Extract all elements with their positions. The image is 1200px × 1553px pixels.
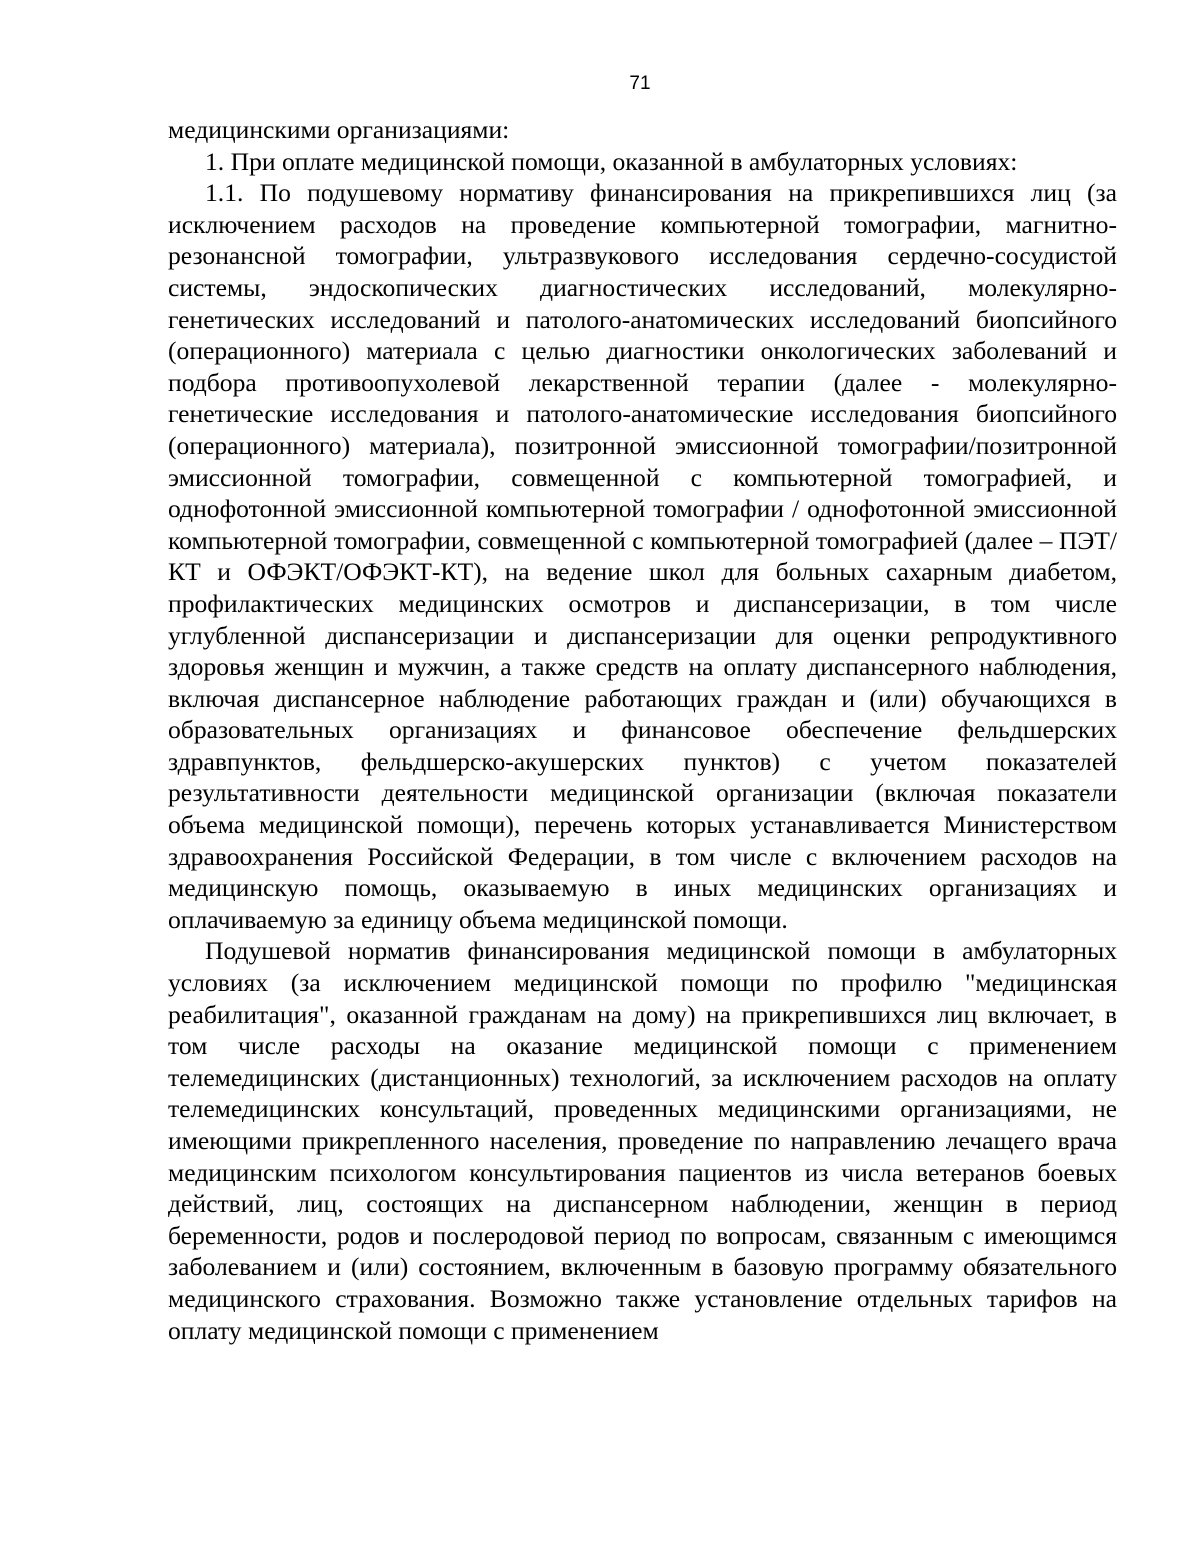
document-body (168, 114, 1117, 1346)
paragraph-item-1-1: 1.1. По подушевому нормативу финансирования на прикрепившихся лиц (за исключением расходов на проведение компьютерной томографии, магнитно-резонансной томографии, ультразвукового исследования сердечно-сосудистой системы, эндоскопических диагностических исследований, молекулярно-генетических исследований и патолого-анатомических исследований биопсийного (операционного) материала с целью диагностики онкологических заболеваний и подбора противоопухолевой лекарственной терапии (далее - молекулярно-генетические исследования и патолого-анатомические исследования биопсийного (операционного) материала), позитронной эмиссионной томографии/позитронной эмиссионной томографии, совмещенной с компьютерной томографией, и однофотонной эмиссионной компьютерной томографии / однофотонной эмиссионной компьютерной томографии, совмещенной с компьютерной томографией (далее – ПЭТ/КТ и ОФЭКТ/ОФЭКТ-КТ), на ведение школ для больных сахарным диабетом, профилактических медицинских осмотров и диспансеризации, в том числе углубленной диспансеризации и диспансеризации для оценки репродуктивного здоровья женщин и мужчин, а также средств на оплату диспансерного наблюдения, включая диспансерное наблюдение работающих граждан и (или) обучающихся в образовательных организациях и финансовое обеспечение фельдшерских здравпунктов, фельдшерско-акушерских пунктов) с учетом показателей результативности деятельности медицинской организации (включая показатели объема медицинской помощи), перечень которых устанавливается Министерством здравоохранения Российской Федерации, в том числе с включением расходов на медицинскую помощь, оказываемую в иных медицинских организациях и оплачиваемую за единицу объема медицинской помощи. (168, 178, 1117, 934)
paragraph-item-1: 1. При оплате медицинской помощи, оказанной в амбулаторных условиях: (205, 146, 1018, 176)
paragraph-continuation: медицинскими организациями: (168, 115, 510, 144)
paragraph-capitation-norm: Подушевой норматив финансирования медицинской помощи в амбулаторных условиях (за исключением медицинской помощи по профилю "медицинская реабилитация", оказанной гражданам на дому) на прикрепившихся лиц включает, в том числе расходы на оказание медицинской помощи с применением телемедицинских (дистанционных) технологий, за исключением расходов на оплату телемедицинских консультаций, проведенных медицинскими организациями, не имеющими прикрепленного населения, проведение по направлению лечащего врача медицинским психологом консультирования пациентов из числа ветеранов боевых действий, лиц, состоящих на диспансерном наблюдении, женщин в период беременности, родов и послеродовой период по вопросам, связанным с имеющимся заболеванием и (или) состоянием, включенным в базовую программу обязательного медицинского страхования. Возможно также установление отдельных тарифов на оплату медицинской помощи с применением (168, 936, 1117, 1345)
page-number: 71 (629, 73, 651, 94)
